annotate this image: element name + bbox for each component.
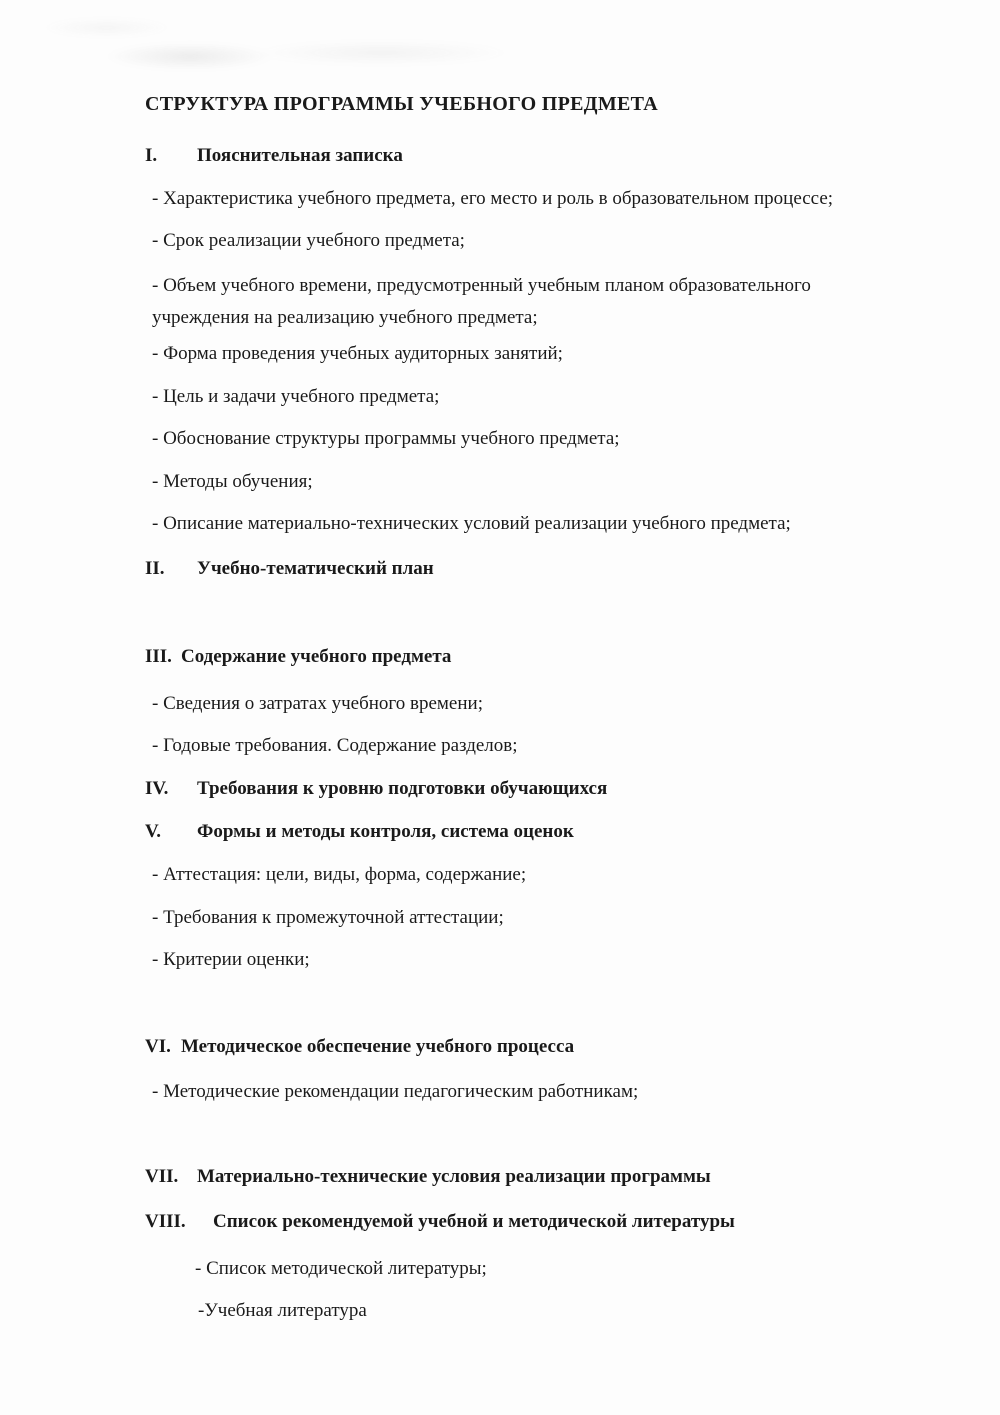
section-numeral: III. <box>145 646 172 667</box>
section-heading-ii <box>145 557 955 581</box>
list-item: - Цель и задачи учебного предмета; <box>152 386 440 407</box>
section-numeral: V. <box>145 821 162 842</box>
section-heading-i <box>145 144 955 168</box>
section-heading-vii <box>145 1165 955 1189</box>
section-numeral: VIII. <box>145 1211 186 1232</box>
section-title: Список рекомендуемой учебной и методической литературы <box>213 1211 735 1232</box>
list-item: - Характеристика учебного предмета, его место и роль в образовательном процессе; <box>152 188 834 209</box>
list-item: - Критерии оценки; <box>152 949 310 970</box>
section-heading-v <box>145 820 955 844</box>
list-item: - Сведения о затратах учебного времени; <box>152 693 483 714</box>
list-item: - Список методической литературы; <box>195 1258 487 1279</box>
section-heading-iv <box>145 777 955 801</box>
list-item: - Объем учебного времени, предусмотренный учебным планом образовательного учреждения на реализацию учебного предмета; <box>152 275 811 328</box>
scan-artifact <box>30 6 670 78</box>
section-title: Учебно-тематический план <box>197 558 434 579</box>
section-numeral: VI. <box>145 1036 171 1057</box>
section-numeral: I. <box>145 145 158 166</box>
section-heading-viii <box>145 1210 955 1234</box>
section-title: Требования к уровню подготовки обучающихся <box>197 778 608 799</box>
section-title: Содержание учебного предмета <box>181 646 452 667</box>
section-title: Материально-технические условия реализации программы <box>197 1166 711 1187</box>
section-numeral: VII. <box>145 1166 179 1187</box>
section-heading-iii <box>145 645 955 669</box>
section-title: Методическое обеспечение учебного процесса <box>181 1036 575 1057</box>
list-item: - Аттестация: цели, виды, форма, содержание; <box>152 864 527 885</box>
section-numeral: IV. <box>145 778 169 799</box>
list-item: - Описание материально-технических условий реализации учебного предмета; <box>152 513 791 534</box>
list-item: - Методы обучения; <box>152 471 313 492</box>
document-title: СТРУКТУРА ПРОГРАММЫ УЧЕБНОГО ПРЕДМЕТА <box>145 93 659 115</box>
list-item: - Годовые требования. Содержание разделов; <box>152 735 518 756</box>
section-numeral: II. <box>145 558 165 579</box>
section-heading-vi <box>145 1035 955 1059</box>
list-item: - Срок реализации учебного предмета; <box>152 230 465 251</box>
list-item: - Методические рекомендации педагогическим работникам; <box>152 1081 639 1102</box>
section-title: Формы и методы контроля, система оценок <box>197 821 574 842</box>
list-item: - Требования к промежуточной аттестации; <box>152 907 504 928</box>
list-item: - Форма проведения учебных аудиторных занятий; <box>152 343 563 364</box>
list-item: - Обоснование структуры программы учебного предмета; <box>152 428 620 449</box>
section-title: Пояснительная записка <box>197 145 403 166</box>
list-item: -Учебная литература <box>198 1300 367 1321</box>
